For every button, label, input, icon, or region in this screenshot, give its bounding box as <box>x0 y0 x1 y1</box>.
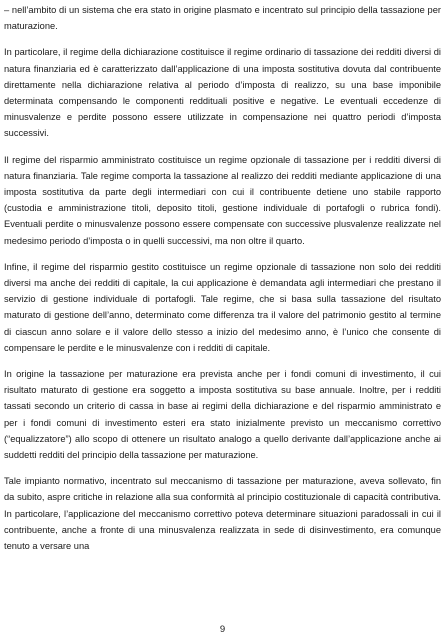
paragraph-risparmio-gestito: Infine, il regime del risparmio gestito costituisce un regime opzionale di tassazione non solo dei redditi diversi ma anche dei redditi di capitale, la cui applicazione è demandata agli intermediari che prestano il servizio di gestione individuale di portafogli. Tale regime, che si basa sulla tassazione del risultato maturato di gestione dell’anno, determinato come differenza tra il valore del patrimonio gestito al termine di ciascun anno solare e il valore dello stesso a inizio del medesimo anno, è l’unico che consente di compensare le perdite e le minusvalenze con i redditi di capitale. <box>4 261 441 353</box>
paragraph-risparmio-amministrato: Il regime del risparmio amministrato costituisce un regime opzionale di tassazione per i redditi diversi di natura finanziaria. Tale regime comporta la tassazione al realizzo dei redditi mediante applicazione di una imposta sostitutiva da parte degli intermediari con cui il contribuente detiene uno stabile rapporto (custodia e amministrazione titoli, deposito titoli, gestione individuale di portafogli o rubrica fondi). Eventuali perdite o minusvalenze possono essere compensate con successive plusvalenze realizzate nel medesimo periodo d’imposta o in quelli successivi, ma non oltre il quarto. <box>4 154 441 246</box>
paragraph-regime-dichiarazione: In particolare, il regime della dichiarazione costituisce il regime ordinario di tassazione dei redditi diversi di natura finanziaria ed è caratterizzato dall’applicazione di una imposta sostitutiva dovuta dal contribuente direttamente nella dichiarazione relativa al periodo d’imposta di realizzo, su una base imponibile determinata compensando le componenti reddituali positive e negative. Le eventuali eccedenze di minusvalenze e perdite possono essere utilizzate in compensazione nei quattro periodi d’imposta successivi. <box>4 47 441 139</box>
paragraph-continuation: – nell’ambito di un sistema che era stato in origine plasmato e incentrato sul principio della tassazione per maturazione. <box>4 5 441 32</box>
page-number: 9 <box>219 624 226 635</box>
paragraph-tassazione-maturazione: In origine la tassazione per maturazione era prevista anche per i fondi comuni di investimento, il cui risultato maturato di gestione era soggetto a imposta sostitutiva su base annuale. Inoltre, per i redditi tassati secondo un criterio di cassa in base ai regimi della dichiarazione e del risparmio amministrato e per i fondi comuni di investimento esteri era stato inizialmente previsto un meccanismo correttivo (“equalizzatore”) allo scopo di ottenere un risultato analogo a quello derivante dall’applicazione anche ai suddetti redditi del principio della tassazione per maturazione. <box>4 369 441 461</box>
paragraph-impianto-normativo: Tale impianto normativo, incentrato sul meccanismo di tassazione per maturazione, aveva sollevato, fin da subito, aspre critiche in relazione alla sua conformità al principio costituzionale di capacità contributiva. In particolare, l’applicazione del meccanismo correttivo poteva determinare situazioni paradossali in cui il contribuente, anche a fronte di una minusvalenza realizzata in sede di disinvestimento, era comunque tenuto a versare una <box>4 476 441 552</box>
